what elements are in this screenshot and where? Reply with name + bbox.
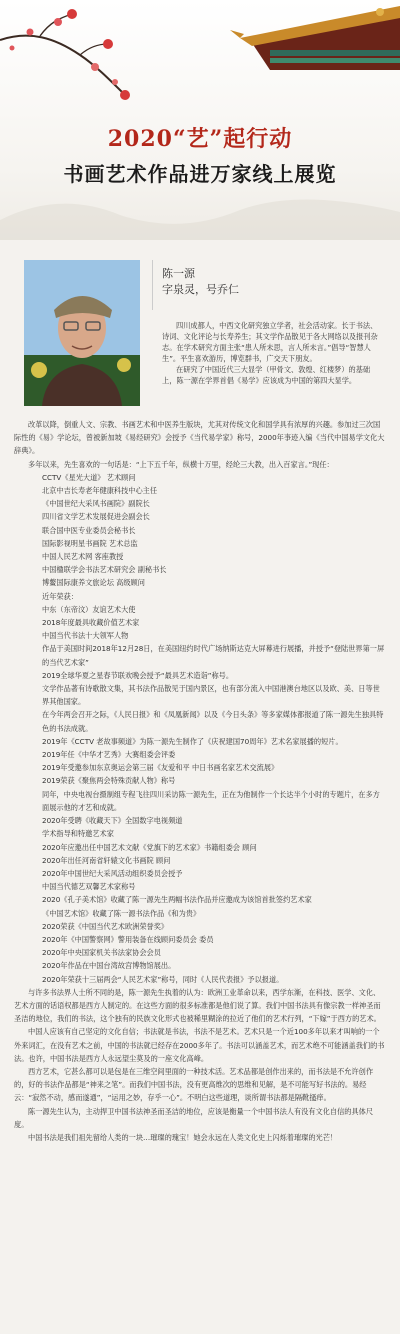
body-paragraph: 文学作品著有诗歌散文集，其书法作品散见于国内景区，也有部分流入中国港澳台地区以及欧、美、日等世界其他国家。 [42, 684, 380, 707]
body-paragraph: 作品于美国时间2018年12月28日，在美国纽约时代广场纳斯达克大屏幕进行展播，并授予“登陆世界第一屏的当代艺术家” [42, 644, 385, 667]
body-paragraph: 2018年度最具收藏价值艺术家 [42, 618, 140, 628]
intro-paragraph: 四川成都人，中西文化研究独立学者，社会活动家。长于书法、诗词、文化评论与长寿养生；其文学作品散见于各大网络以及报刊杂志。在学术研究方面主张“患人所未思，言人所未言。”倡导“智慧人生”。平生喜欢游历，博览群书，广交天下朋友。 [162, 321, 378, 363]
body-paragraph: 2020年荣获十三届两会“人民艺术家”称号，同时《人民代表报》予以报道。 [42, 974, 284, 984]
body-paragraph: 2020年应邀出任中国艺术文献《党旗下的艺术家》书籍组委会 顾问 [42, 842, 257, 852]
article-body [14, 418, 386, 1144]
body-paragraph: CCTV《星光大道》 艺术顾问 [42, 472, 136, 482]
body-paragraph: 博鳌国际康养文旅论坛 高级顾问 [42, 578, 145, 588]
body-paragraph: 北京中吉长寿老年健康科技中心主任 [42, 486, 158, 496]
body-paragraph: 《中国艺术馆》收藏了陈一源书法作品《和为贵》 [42, 908, 201, 918]
divider [152, 260, 153, 310]
body-paragraph: 2020年作品在中国台湾故宫博物馆展出。 [42, 961, 176, 971]
body-paragraph: 2020年受聘《收藏天下》全国数字电视频道 [42, 816, 183, 826]
body-paragraph: 中东（东帝汶）友谊艺术大使 [42, 604, 136, 614]
intro-paragraph: 在研究了中国近代三大显学（甲骨文、敦煌、红楼梦）的基础上，陈一源在学界首倡《易学》应该成为中国的第四大显学。 [162, 365, 371, 385]
artist-name-block [162, 266, 239, 298]
body-paragraph: 2020荣获《中国当代艺术欧洲荣誉奖》 [42, 921, 169, 931]
body-paragraph: 2019年《CCTV 老故事频道》为陈一源先生制作了《庆祝建国70周年》艺术名家展播的短片。 [42, 736, 343, 746]
header-banner [0, 0, 400, 240]
body-paragraph: 与许多书法界人士所不同的是，陈一源先生执着的认为：欧洲工业革命以来，西学东渐，在科技、医学、文化、艺术方面的话语权都是西方人制定的。在这些方面的很多标准都是他们说了算。我们中国书法具有像宗教一样神圣而圣洁的地位，我们的书法，这个独有的民族文化形式也被稀里糊涂的拉近了他们的艺术行列，“下嫁”于西方的艺术。 [14, 987, 381, 1024]
artist-photo [24, 260, 140, 406]
body-paragraph: 2019年受邀参加东京奥运会第三届《友爱和平 中日书画名家艺术交流展》 [42, 763, 279, 773]
body-paragraph: 《中国世纪大采风书画院》副院长 [42, 499, 150, 509]
body-paragraph: 2019荣获《聚焦两会特殊贡献人物》称号 [42, 776, 176, 786]
body-paragraph: 在今年两会召开之际，《人民日报》和《凤凰新闻》以及《今日头条》等多家媒体都报道了陈一源先生独具特色的书法成就。 [42, 710, 384, 733]
body-paragraph: 同年，中央电视台摄制组专程飞往四川采访陈一源先生，正在为他制作一个长达半个小时的专题片，在多方面展示他的才艺和成就。 [42, 789, 380, 812]
body-paragraph: 2020年出任河南省轩辕文化书画院 顾问 [42, 855, 171, 865]
body-paragraph: 2019年任《中华才艺秀》大赛组委会评委 [42, 750, 176, 760]
body-paragraph: 2019全球华夏之星春节联欢晚会授予“最具艺术造诣”称号。 [42, 670, 234, 680]
body-paragraph: 中国楹联学会书法艺术研究会 副秘书长 [42, 565, 167, 575]
body-paragraph: 中国当代书法十大领军人物 [42, 631, 129, 641]
plum-blossom-decoration [0, 0, 140, 110]
artist-alias: 字泉灵，号乔仁 [162, 283, 239, 296]
artist-name: 陈一源 [162, 267, 195, 280]
body-paragraph: 中国人应该有自己坚定的文化自信；书法就是书法，书法不是艺术。艺术只是一个近100多年以来才叫响的一个外来词汇，在没有艺术之前，中国的书法就已经存在2000多年了。书法可以涵盖艺术，而艺术绝不可能涵盖我们的书法。也许，中国书法是西方人永远望尘莫及的一座文化高峰。 [14, 1027, 385, 1063]
body-paragraph: 国际影视明星书画院 艺术总监 [42, 538, 138, 548]
body-paragraph: 近年荣获： [42, 591, 78, 601]
body-paragraph: 陈一源先生认为，主动捍卫中国书法神圣而圣洁的地位，应该是衡量一个中国书法人有没有文化自信的具体尺度。 [14, 1106, 374, 1129]
body-paragraph: 四川省文学艺术发展促进会副会长 [42, 512, 150, 522]
palace-roof-decoration [230, 0, 400, 70]
page-title: 2020“艺”起行动 [107, 126, 293, 152]
body-paragraph: 2020年中国世纪大采风活动组织委员会授予 [42, 868, 183, 878]
body-paragraph: 2020年中央国家机关书法家协会会员 [42, 948, 161, 958]
body-paragraph: 联合国中医专业委员会秘书长 [42, 525, 136, 535]
body-paragraph: 西方艺术，它甚么都可以是包是在三维空间里面的一种技术活。艺术品都是创作出来的，而书法是不允许创作的，好的书法作品都是“神来之笔”。而我们中国书法，没有更高维次的思维和见解，是不可能写好书法的。易经云：“寂然不动，感而遂通”，“运用之妙，存乎一心”。不明白这些道理，谈所谓书法都是隔靴搔痒。 [14, 1066, 374, 1103]
artist-profile [0, 240, 400, 420]
body-paragraph: 多年以来，先生喜欢的一句话是：“上下五千年，纵横十万里，经纶三大教，出入百家言。”现任： [28, 459, 334, 469]
body-paragraph: 2020《孔子美术馆》收藏了陈一源先生两幅书法作品并应邀成为该馆首批签约艺术家 [42, 895, 312, 905]
body-paragraph: 中国当代德艺双馨艺术家称号 [42, 882, 136, 892]
body-paragraph: 中国书法是我们祖先留给人类的一块…璀璨的瑰宝！她会永远在人类文化史上闪烁着璀璨的光芒！ [28, 1132, 338, 1142]
page-subtitle: 书画艺术作品进万家线上展览 [63, 162, 337, 186]
body-paragraph: 2020年《中国警察网》警用装备在线顾问委员会 委员 [42, 934, 214, 944]
body-paragraph: 学术指导和特邀艺术家 [42, 829, 114, 839]
body-paragraph: 中国人民艺术网 客座教授 [42, 552, 124, 562]
body-paragraph: 改革以降，倒重人文、宗教、书画艺术和中医养生版块，尤其对传统文化和国学具有浓厚的兴趣。参加过三次国际性的《易》学论坛，曾被新加坡《易经研究》会授予《当代易学家》称号，2000年亊迹入编《当代中国易学文化大辞典》。 [14, 420, 385, 456]
artist-intro [162, 320, 384, 386]
